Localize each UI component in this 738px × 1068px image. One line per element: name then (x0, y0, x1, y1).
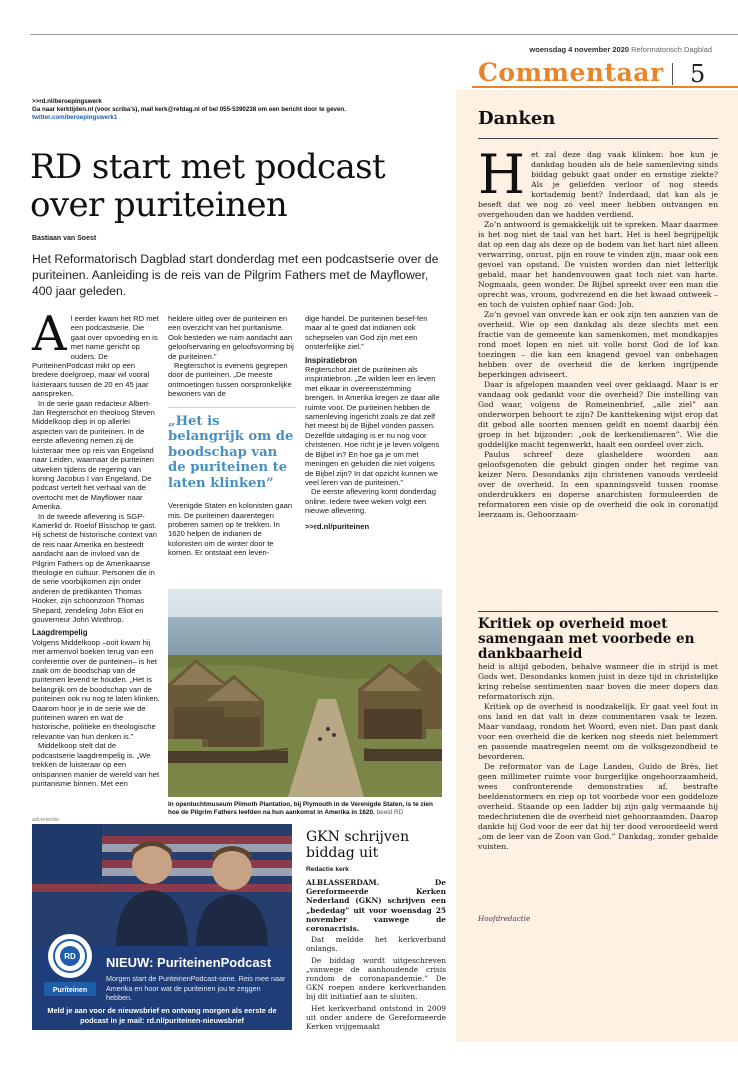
article-dropcap: A (32, 306, 67, 362)
photo-caption: In openluchtmuseum Plimoth Plantation, bij Plymouth in de Verenigde Staten, is te zien hoe de Pilgrim Fathers leefden na hun aankomst in Amerika in 1620. beeld RD (168, 801, 433, 816)
commentary-paragraph: Daar is afgelopen maanden veel over geklaagd. Maar is er vandaag ook gedankt voor die overheid? Die instelling van God waar, volgens de Romeinenbrief, „alle ziel” aan onderworpen behoort te zijn? De kanttekening wijst erop dat dit gebod alle soorten mensen geldt en noemt daarbij één groep in het bijzonder: „ook de kerkendienaren”. Wie die goddelijke macht tegenwerkt, haalt een oordeel over zich. (478, 380, 718, 449)
article-title: RD start met podcast over puriteinen (30, 147, 386, 225)
page-number: 5 (690, 60, 706, 88)
section-title: Commentaar (478, 58, 664, 87)
masthead-date: woensdag 4 november 2020 Reformatorisch Dagblad (529, 45, 712, 54)
gkn-title: GKN schrijven biddag uit (306, 829, 410, 861)
article-subheading: Laagdrempelig (32, 628, 88, 638)
commentary-subtitle: Kritiek op overheid moet samengaan met voorbede en dankbaarheid (478, 616, 695, 662)
commentary-title: Danken (478, 108, 556, 129)
article-paragraph: Verenigde Staten en kolonisten gaan mis. De puriteinen daarentegen proberen samen op te trekken. In 1620 helpen de indianen de kolonisten om de winter door te komen. Er ontstaat een leven- (168, 501, 293, 558)
commentary-dropcap: H (478, 143, 526, 206)
article-byline: Bastiaan van Soest (32, 235, 97, 242)
gkn-paragraph: Dat meldde het kerkverband onlangs. (306, 935, 446, 954)
gkn-paragraph: Het kerkverband ontstond in 2009 uit onder andere de Gereformeerde Kerken vrijgemaakt (306, 1003, 446, 1032)
gkn-paragraph: De biddag wordt uitgeschreven „vanwege de aanhoudende crisis rondom de coronapandemie.” De GKN roepen andere kerkverbanden bij dit initiatief aan te sluiten. (306, 955, 446, 1002)
commentary-body-continued (478, 662, 718, 852)
article-paragraph: l eerder kwam het RD met een podcastserie. Die gaat over opvoeding en is met name gericht op ouders. De PuriteinenPodcast mikt op een bredere doelgroep, maar wil vooral luisteraars tussen de 20 en 45 jaar aanspreken. (32, 314, 159, 399)
pull-quote: „Het is belangrijk om de boodschap van de puriteinen te laten klinken” (168, 407, 296, 492)
article-paragraph: Volgens Middelkoop –ooit kwam hij met armenvol boeken terug van een conferentie over de puriteinen– is het zaak om de boodschap van de puriteinen levend te houden. „Het is belangrijk om de boodschap van de puriteinen ook nu nog te laten klinken. Daarom hoor je in de serie wie de puriteinen waren en wat de historische, politieke en theologische relevantie van hun denken is.” (32, 637, 160, 741)
article-column-1 (32, 306, 160, 788)
advertisement[interactable] (32, 824, 292, 1030)
commentary-rule (478, 138, 718, 139)
info-link-beroepingswerk[interactable]: >>rd.nl/beroepingswerk (32, 98, 102, 105)
page-divider (672, 63, 673, 85)
ad-photo (32, 824, 292, 948)
article-paragraph: Middelkoop stelt dat de podcastserie laagdrempelig is. „We trekken de luisteraar op een ontspannen manier de wereld van het puritanisme binnen. Met een (32, 741, 160, 788)
article-paragraph: dige handel. De puriteinen besef-fen maar al te goed dat indianen ook schepselen van God zijn met een onsterfelijke ziel.” (305, 314, 428, 352)
puriteinen-logo (44, 932, 96, 998)
church-info-box (32, 98, 402, 123)
commentary-paragraph: heid is altijd geboden, behalve wanneer die in strijd is met Gods wet. Desondanks komen juist in deze tijd in christelijke kring rebelse sentimenten naar boven die meer dopers dan reformatorisch zijn. (478, 662, 718, 701)
info-link-twitter[interactable]: twitter.com/beroepingswerk1 (32, 114, 118, 122)
ad-title: NIEUW: PuriteinenPodcast (106, 955, 272, 970)
article-paragraph: In de serie gaan redacteur Albert-Jan Regterschot en theoloog Steven Middelkoop diep in op allerlei aspecten van de puriteinen. In de eerste aflevering nemen zij de luisteraar mee op reis van Engeland naar Leiden, waarnaar de puriteinen uitweken tijdens de regering van koning Jacobus I van Engeland. De podcast vertelt het verhaal van de overtocht met de Mayflower naar Amerika. (32, 398, 155, 512)
commentary-body (478, 143, 718, 520)
article-paragraph: heldere uitleg over de puriteinen en een overzicht van het puritanisme. Ook besteden we ruim aandacht aan geloofservaring en geloofsvorming bij de puriteinen.” (168, 314, 294, 361)
article-column-3 (305, 314, 442, 531)
logo-text: Puriteinen (52, 987, 88, 994)
gkn-byline: Redactie kerk (306, 866, 349, 873)
gkn-body (306, 878, 446, 1033)
ad-text: Morgen start de PuriteinenPodcast-serie. Reis mee naar Amerika en hoor wat de puriteinen jou te zeggen hebben. (106, 974, 286, 1002)
article-link[interactable]: >>rd.nl/puriteinen (305, 521, 370, 531)
article-paragraph: De eerste aflevering komt donderdag online. Iedere twee weken volgt een nieuwe aflevering. (305, 487, 436, 516)
commentary-paragraph: De reformator van de Lage Landen, Guido de Brès, liet geen millimeter ruimte voor burgerlijke ongehoorzaamheid, wees confronterende demonstraties af, bestrafte beeldenstormers en riep op tot voorbede voor een goddeloze overheid. Staande op een ladder bij zijn galg vermaande hij medechristenen die de overheid niet gehoorzaamden. Daarop dankte hij God voor de eer dat hij ter dood veroordeeld werd „om de leer van de Zoon van God.” Dankdag, zonder gebalde vuisten. (478, 762, 718, 851)
commentary-paragraph: et zal deze dag vaak klinken: hoe kun je dankdag houden als de hele samenleving sinds biddag gebukt gaat onder en ernstige ziekte? Als je geliefden verloor of nog steeds kortademig bent? Inderdaad, dat kan als je beseft dat we nog zó veel meer hebben ontvangen en overgehouden dan we hadden verdiend. (478, 150, 718, 219)
article-photo (168, 589, 442, 797)
article-paragraph: In de tweede aflevering is SGP-Kamerlid dr. Roelof Bisschop te gast. Hij schetst de historische context van de reis naar Amerika en besteedt aandacht aan de invloed van de Pilgrim Fathers op de Amerikaanse theologie en cultuur. Personen die in de serie voorbijkomen zijn onder anderen de predikanten Thomas Hooker, zijn schoonzoon Thomas Shepard, zendeling John Eliot en gouverneur John Winthrop. (32, 511, 157, 624)
ad-newsletter-link[interactable]: Meld je aan voor de nieuwsbrief en ontvang morgen als eerste de podcast in je mail: rd.nl/puriteinen-nieuwsbrief (47, 1006, 277, 1025)
article-subheading: Inspiratiebron (305, 355, 357, 365)
commentary-signature: Hoofdredactie (478, 914, 531, 923)
plimoth-plantation-image (168, 589, 442, 797)
commentary-paragraph: Kritiek op de overheid is noodzakelijk. Er gaat veel fout in ons land en dat valt in deze commentaren vaak te lezen. Maar vandaag, rondom het Woord, even niet. Dan past dank voor een overheid die de kerken nog steeds niet belemmert en passende maatregelen neemt om de volksgezondheid te bevorderen. (478, 702, 718, 761)
commentary-paragraph: Paulus schreef deze glasheldere woorden aan geloofsgenoten die gebukt gingen onder het regime van keizer Nero. Desondanks zijn christenen vanouds verdeeld over de overheid. In een spanningsveld tussen roomse onderdrukkers en doperse anarchisten formuleerden de reformatoren een visie op de overheid die ook in coronatijd leerzaam is. Gehoorzaam- (478, 450, 718, 519)
section-header (472, 58, 718, 90)
article-intro: Het Reformatorisch Dagblad start donderdag met een podcastserie over de puriteinen. Aanleiding is de reis van de Pilgrim Fathers met de Mayflower, 400 jaar geleden. (32, 252, 439, 298)
article-paragraph: Regterschot is evenens gegrepen door de puriteinen. „De meeste ontmoetingen tussen oorspronkelijke bewoners van de (168, 361, 292, 399)
subheading-rule (478, 611, 718, 612)
photo-credit: beeld RD (376, 809, 404, 816)
article-column-2 (168, 314, 296, 558)
ad-label: advertentie (32, 817, 60, 823)
commentary-paragraph: Zo’n antwoord is gemakkelijk uit te spreken. Maar daarmee is het nog niet de taal van het hart. Het is heel begrijpelijk dat op een dag als deze op de bodem van het hart niet alleen verwarring, onrust, pijn en rouw te vinden zijn, maar ook een gevoel van opstand. De vuisten worden dan niet letterlijk gebald, maar het handenvouwen gaat toch niet van harte. Nogmaals, geen wonder. De Bijbel spreekt over een man die oprecht was, vroom, godvrezend en die het kwaad ontweek – en toch de vuisten ophief naar God: Job. (478, 220, 718, 309)
info-instructions: Ga naar kerktijden.nl (voor scriba's), mail kerk@refdag.nl of bel 055-5390238 om een bericht door te geven. (32, 106, 346, 114)
top-rule (30, 34, 738, 35)
gkn-lead: ALBLASSERDAM. De Gereformeerde Kerken Nederland (GKN) schrijven een „bededag” uit voor woensdag 25 november vanwege de coronacrisis. (306, 878, 446, 934)
commentary-paragraph: Zo’n gevoel van onvrede kan er ook zijn ten aanzien van de overheid. Wie op een dankdag als deze slechts met een fractie van de gemeente kan samenkomen, met mondkapjes rond moet lopen en niet uit volle borst God de lof kan toezingen – die kan een knagend gevoel van onbehagen hebben over de overheid die de kerken ingrijpende beperkingen adviseert. (478, 310, 718, 379)
article-paragraph: Regterschot ziet de puriteinen als inspiratiebron. „Ze wilden leer en leven met elkaar in overeenstemming brengen. In Amerika kregen ze daar alle ruimte voor. De puriteinen hebben de samenleving ingericht zoals ze dat zelf het meest bij de Bijbel vonden passen. Dezelfde uitdaging is er nu nog voor christenen. Hoe richt je je leven volgens de Bijbel in? En hoe ga je om met meningen en geluiden die niet volgens de Bijbel zijn? In dat opzicht kunnen we veel leren van de puriteinen.” (305, 365, 440, 487)
logo-badge: RD (64, 952, 76, 961)
